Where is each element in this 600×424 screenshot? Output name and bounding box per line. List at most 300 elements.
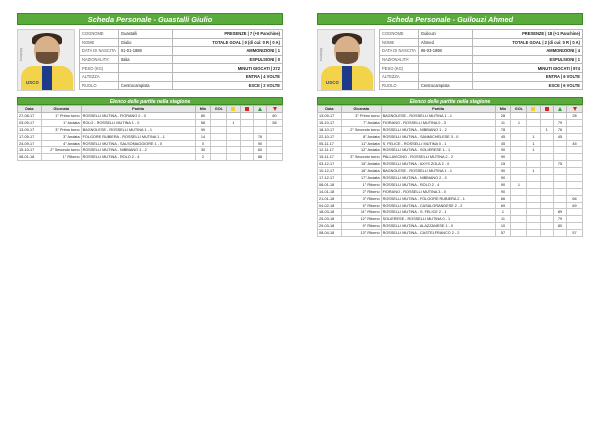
- info-value: [418, 72, 472, 81]
- table-cell: 14-01-18: [318, 188, 342, 195]
- table-cell: [527, 202, 540, 209]
- table-cell: [511, 154, 527, 161]
- table-row: [18, 119, 283, 126]
- table-cell: [511, 161, 527, 168]
- table-cell: FIORANO - ROSSELLI MUTINA 3 - 0: [381, 188, 495, 195]
- table-cell: BAGNOLESE - ROSSELLI MUTINA 1 - 1: [381, 168, 495, 175]
- red-card-icon: [240, 106, 253, 113]
- table-cell: 12° Ritorno: [341, 216, 381, 223]
- table-cell: [211, 126, 227, 133]
- table-cell: [553, 181, 566, 188]
- table-cell: [227, 154, 240, 161]
- table-cell: ROSSELLI MUTINA - NIBBIANO 1 - 2: [81, 147, 195, 154]
- table-cell: ROSSELLI MUTINA - CASTELFRANCO 2 - 2: [381, 230, 495, 237]
- table-row: [318, 216, 583, 223]
- table-cell: 10-12-17: [318, 168, 342, 175]
- table-cell: [527, 154, 540, 161]
- table-cell: 45: [495, 140, 511, 147]
- card-title: Scheda Personale - Guastalli Giulio: [17, 13, 283, 25]
- table-cell: 3° Primo turno: [41, 126, 81, 133]
- info-stat: ESCE | 2 VOLTE: [172, 81, 282, 90]
- table-cell: 24-09-17: [18, 140, 42, 147]
- table-cell: 11° Andata: [341, 140, 381, 147]
- table-cell: 66: [567, 195, 583, 202]
- table-cell: 10: [495, 223, 511, 230]
- info-row: [380, 55, 583, 64]
- table-cell: 1: [511, 181, 527, 188]
- table-cell: 3° Andata: [41, 133, 81, 140]
- table-cell: [567, 175, 583, 182]
- table-cell: 80: [553, 223, 566, 230]
- table-cell: [567, 161, 583, 168]
- table-cell: 76: [253, 133, 266, 140]
- table-cell: 15-10-17: [18, 147, 42, 154]
- table-cell: [211, 154, 227, 161]
- table-cell: [540, 154, 553, 161]
- table-cell: 1: [540, 126, 553, 133]
- table-cell: 05-11-17: [318, 140, 342, 147]
- table-cell: 90: [495, 168, 511, 175]
- table-cell: 75: [553, 161, 566, 168]
- table-row: [318, 223, 583, 230]
- table-cell: 11° Ritorno: [341, 209, 381, 216]
- table-cell: 1: [527, 133, 540, 140]
- table-cell: 17° Andata: [341, 175, 381, 182]
- table-cell: 4° Andata: [41, 140, 81, 147]
- column-header: Data: [18, 106, 42, 113]
- table-row: [318, 154, 583, 161]
- table-cell: 45: [495, 133, 511, 140]
- info-row: [80, 72, 283, 81]
- info-stat: ESCE | 6 VOLTE: [472, 81, 582, 90]
- table-cell: 18-10-17: [318, 126, 342, 133]
- table-cell: ROSSELLI MUTINA - SANMICHELESE 3 - 0: [381, 133, 495, 140]
- info-value: Italia: [118, 55, 172, 64]
- table-cell: [567, 133, 583, 140]
- table-cell: [540, 119, 553, 126]
- table-cell: 90: [495, 181, 511, 188]
- table-cell: [553, 195, 566, 202]
- table-cell: 89: [553, 209, 566, 216]
- table-cell: 15° Andata: [341, 161, 381, 168]
- table-cell: 66: [495, 195, 511, 202]
- table-cell: [553, 202, 566, 209]
- table-cell: [540, 188, 553, 195]
- info-row: [80, 30, 283, 39]
- table-cell: 90: [253, 140, 266, 147]
- table-cell: [527, 175, 540, 182]
- info-row: [380, 64, 583, 73]
- table-cell: [540, 195, 553, 202]
- photo-sponsor-text: USCO: [326, 80, 339, 85]
- table-cell: 79: [553, 216, 566, 223]
- table-cell: [540, 161, 553, 168]
- table-cell: [511, 202, 527, 209]
- player-info-table: [379, 29, 583, 90]
- table-cell: 12-11-17: [318, 147, 342, 154]
- table-cell: 79: [553, 119, 566, 126]
- table-cell: [267, 154, 283, 161]
- table-row: [318, 188, 583, 195]
- table-cell: 16° Andata: [341, 168, 381, 175]
- table-cell: ROSSELLI MUTINA - ROLO 2 - 4: [81, 154, 195, 161]
- games-subtitle: Elenco delle partite nella stagione: [317, 97, 583, 105]
- table-cell: [567, 168, 583, 175]
- table-cell: 58: [195, 119, 211, 126]
- table-row: [318, 230, 583, 237]
- info-row: [380, 72, 583, 81]
- table-cell: [253, 113, 266, 120]
- table-cell: 11: [495, 216, 511, 223]
- table-row: [318, 202, 583, 209]
- info-value: Giulio: [118, 38, 172, 47]
- info-value: [418, 55, 472, 64]
- table-cell: [253, 119, 266, 126]
- info-row: [80, 55, 283, 64]
- table-cell: [540, 147, 553, 154]
- info-stat: AMMONIZIONI | 1: [172, 47, 282, 56]
- table-cell: [540, 175, 553, 182]
- column-header: GOL: [511, 106, 527, 113]
- yellow-card-icon: [527, 106, 540, 113]
- sub-out-icon: [273, 107, 277, 111]
- table-cell: [553, 154, 566, 161]
- table-row: [318, 195, 583, 202]
- table-row: [18, 126, 283, 133]
- info-value: Centrocampista: [118, 81, 172, 90]
- table-row: [318, 140, 583, 147]
- table-cell: 13° Ritorno: [341, 230, 381, 237]
- table-cell: [553, 147, 566, 154]
- info-label: RUOLO: [380, 81, 419, 90]
- table-cell: [527, 195, 540, 202]
- table-cell: 88: [253, 154, 266, 161]
- table-cell: [567, 147, 583, 154]
- table-cell: [211, 113, 227, 120]
- table-cell: [527, 181, 540, 188]
- games-table: [17, 105, 283, 161]
- table-cell: [240, 113, 253, 120]
- info-stat: AMMONIZIONI | 4: [472, 47, 582, 56]
- column-header: Giornata: [341, 106, 381, 113]
- table-cell: ROSSELLI MUTINA - AXYS ZOLA 2 - 0: [381, 161, 495, 168]
- table-cell: [567, 223, 583, 230]
- table-cell: ROSSELLI MUTINA - CASALGRANDESE 2 - 2: [381, 202, 495, 209]
- table-cell: 15: [495, 161, 511, 168]
- table-cell: [527, 216, 540, 223]
- info-row: [380, 81, 583, 90]
- table-cell: 2° Secondo turno: [341, 126, 381, 133]
- sub-out-icon: [267, 106, 283, 113]
- table-cell: [540, 209, 553, 216]
- table-cell: 1: [495, 209, 511, 216]
- table-cell: 1: [527, 140, 540, 147]
- card-title: Scheda Personale - Guilouzi Ahmed: [317, 13, 583, 25]
- column-header: GOL: [211, 106, 227, 113]
- table-cell: 22-10-17: [318, 133, 342, 140]
- info-stat: TOTALE GOAL | 2 (di cui: 0 R | 0 A): [472, 38, 582, 47]
- table-cell: [553, 230, 566, 237]
- table-row: [18, 140, 283, 147]
- table-cell: 58: [267, 119, 283, 126]
- info-stat: ENTRA | 6 VOLTE: [472, 72, 582, 81]
- table-cell: 15-10-17: [318, 119, 342, 126]
- info-row: [380, 38, 583, 47]
- table-cell: 29-03-18: [318, 223, 342, 230]
- info-value: Ahmed: [418, 38, 472, 47]
- table-row: [318, 209, 583, 216]
- table-cell: ROSSELLI MUTINA - FIORANO 2 - 0: [81, 113, 195, 120]
- table-cell: ROSSELLI MUTINA - SALSOMAGGIORE 1 - 0: [81, 140, 195, 147]
- table-cell: 8° Andata: [341, 133, 381, 140]
- photo-watermark: Modena: [19, 48, 23, 61]
- table-cell: [540, 181, 553, 188]
- table-cell: 1: [527, 168, 540, 175]
- red-card-icon: [540, 106, 553, 113]
- info-label: DATA DI NASCITA: [80, 47, 119, 56]
- player-card: [17, 13, 283, 161]
- table-cell: 45: [553, 133, 566, 140]
- table-cell: [553, 113, 566, 120]
- table-row: [18, 133, 283, 140]
- table-cell: BAGNOLESE - ROSSELLI MUTINA 1 - 1: [81, 126, 195, 133]
- table-cell: [511, 188, 527, 195]
- info-stat: MINUTI GIOCATI | 974: [472, 64, 582, 73]
- sub-in-icon: [258, 107, 262, 111]
- photo-watermark: Modena: [319, 48, 323, 61]
- table-cell: [227, 133, 240, 140]
- table-row: [318, 126, 583, 133]
- table-cell: 11: [495, 119, 511, 126]
- table-cell: ROSSELLI MUTINA - NIBBIANO 1 - 2: [381, 126, 495, 133]
- table-cell: 90: [495, 175, 511, 182]
- yellow-card-icon: [227, 106, 240, 113]
- table-cell: 5° Ritorno: [341, 202, 381, 209]
- player-header: [317, 29, 583, 94]
- table-cell: FIORANO - ROSSELLI MUTINA 0 - 3: [381, 119, 495, 126]
- table-cell: 1° Andata: [41, 119, 81, 126]
- info-stat: ESPULSIONI | 1: [472, 55, 582, 64]
- table-cell: 12° Andata: [341, 147, 381, 154]
- table-cell: [553, 140, 566, 147]
- sub-in-icon: [558, 107, 562, 111]
- table-cell: SOLIERESE - ROSSELLI MUTINA 0 - 1: [381, 216, 495, 223]
- table-cell: 80: [267, 113, 283, 120]
- column-header: Min: [195, 106, 211, 113]
- info-stat: PRESENZE | 7 (+0 Panchine): [172, 30, 282, 39]
- table-cell: [267, 126, 283, 133]
- table-cell: ROSSELLI MUTINA - S. FELICE 2 - 1: [381, 209, 495, 216]
- table-row: [318, 175, 583, 182]
- info-label: NOME: [380, 38, 419, 47]
- table-row: [318, 181, 583, 188]
- table-cell: 69: [567, 202, 583, 209]
- table-cell: [511, 126, 527, 133]
- table-cell: [553, 168, 566, 175]
- table-cell: 1° Ritorno: [341, 181, 381, 188]
- table-cell: [540, 216, 553, 223]
- table-cell: [211, 133, 227, 140]
- info-stat: ENTRA | 4 VOLTE: [172, 72, 282, 81]
- table-cell: [227, 113, 240, 120]
- games-table: [317, 105, 583, 237]
- info-label: ALTEZZA: [380, 72, 419, 81]
- table-cell: [567, 154, 583, 161]
- table-cell: [527, 223, 540, 230]
- table-cell: 1° Ritorno: [41, 154, 81, 161]
- table-cell: [253, 126, 266, 133]
- table-cell: BAGNOLESE - ROSSELLI MUTINA 1 - 1: [381, 113, 495, 120]
- table-cell: S. FELICE - ROSSELLI MUTINA 0 - 1: [381, 140, 495, 147]
- column-header: Partita: [81, 106, 195, 113]
- table-cell: ROSSELLI MUTINA - ALAZZANESE 1 - 0: [381, 223, 495, 230]
- info-value: [418, 64, 472, 73]
- table-cell: FOLGORE RUBIERA - ROSSELLI MUTINA 1 - 1: [81, 133, 195, 140]
- table-cell: [540, 113, 553, 120]
- table-cell: 17-09-17: [18, 133, 42, 140]
- table-cell: 21-01-18: [318, 195, 342, 202]
- table-cell: 2: [195, 154, 211, 161]
- table-cell: 69: [495, 202, 511, 209]
- table-cell: 1: [527, 147, 540, 154]
- info-row: [80, 81, 283, 90]
- column-header: Min: [495, 106, 511, 113]
- table-cell: [527, 161, 540, 168]
- info-stat: ESPULSIONI | 0: [172, 55, 282, 64]
- table-cell: 08-01-18: [18, 154, 42, 161]
- table-row: [318, 168, 583, 175]
- yellow-card-icon: [531, 107, 535, 111]
- table-cell: [540, 140, 553, 147]
- table-cell: 04-02-18: [318, 202, 342, 209]
- red-card-icon: [545, 107, 549, 111]
- table-cell: 9° Ritorno: [341, 223, 381, 230]
- table-cell: [511, 195, 527, 202]
- info-label: NAZIONALITA': [380, 55, 419, 64]
- info-stat: TOTALE GOAL | 0 (di cui: 0 R | 0 A): [172, 38, 282, 47]
- table-cell: [527, 188, 540, 195]
- table-cell: ROSSELLI MUTINA - SOLIERESE 1 - 1: [381, 147, 495, 154]
- player-header: [17, 29, 283, 94]
- table-cell: 7° Andata: [341, 119, 381, 126]
- table-cell: [540, 168, 553, 175]
- table-cell: [553, 175, 566, 182]
- table-row: [18, 113, 283, 120]
- table-cell: 1° Primo turno: [41, 113, 81, 120]
- table-cell: 08-04-18: [318, 230, 342, 237]
- table-cell: [567, 119, 583, 126]
- photo-sponsor-text: USCO: [26, 80, 39, 85]
- info-row: [380, 47, 583, 56]
- info-label: PESO (KG): [380, 64, 419, 73]
- player-photo: [17, 29, 75, 91]
- info-label: NAZIONALITA': [80, 55, 119, 64]
- table-cell: 25-03-18: [318, 216, 342, 223]
- table-cell: [540, 133, 553, 140]
- table-cell: 60: [253, 147, 266, 154]
- table-cell: [267, 133, 283, 140]
- table-cell: [240, 140, 253, 147]
- table-row: [18, 147, 283, 154]
- table-cell: 0: [195, 140, 211, 147]
- table-cell: 90: [195, 126, 211, 133]
- table-cell: 90: [495, 147, 511, 154]
- player-card: [317, 13, 583, 237]
- table-cell: [567, 188, 583, 195]
- table-cell: 15-11-17: [318, 154, 342, 161]
- info-label: ALTEZZA: [80, 72, 119, 81]
- table-cell: [527, 230, 540, 237]
- info-row: [80, 47, 283, 56]
- table-row: [318, 113, 583, 120]
- table-cell: 13-09-17: [18, 126, 42, 133]
- table-cell: 76: [553, 126, 566, 133]
- table-cell: ROLO - ROSSELLI MUTINA 1 - 0: [81, 119, 195, 126]
- table-cell: 90: [495, 188, 511, 195]
- table-cell: 78: [495, 126, 511, 133]
- table-cell: [211, 119, 227, 126]
- table-cell: [511, 216, 527, 223]
- table-cell: [240, 133, 253, 140]
- table-cell: 14: [195, 133, 211, 140]
- table-cell: [540, 230, 553, 237]
- table-cell: [267, 140, 283, 147]
- table-cell: 1: [511, 119, 527, 126]
- sub-out-icon: [567, 106, 583, 113]
- column-header: Giornata: [41, 106, 81, 113]
- games-subtitle: Elenco delle partite nella stagione: [17, 97, 283, 105]
- table-row: [318, 161, 583, 168]
- info-label: DATA DI NASCITA: [380, 47, 419, 56]
- table-cell: [567, 216, 583, 223]
- table-cell: 08-01-18: [318, 181, 342, 188]
- info-value: Centrocampista: [418, 81, 472, 90]
- table-cell: 57: [567, 230, 583, 237]
- table-cell: [527, 119, 540, 126]
- info-label: COGNOME: [380, 30, 419, 39]
- table-cell: 28: [495, 113, 511, 120]
- table-cell: [567, 126, 583, 133]
- yellow-card-icon: [231, 107, 235, 111]
- table-cell: [527, 126, 540, 133]
- info-label: COGNOME: [80, 30, 119, 39]
- table-cell: ROSSELLI MUTINA - NIBBIANO 2 - 0: [381, 175, 495, 182]
- info-row: [80, 64, 283, 73]
- table-cell: [567, 181, 583, 188]
- info-label: NOME: [80, 38, 119, 47]
- table-cell: 2° Ritorno: [341, 188, 381, 195]
- table-cell: ROSSELLI MUTINA - FOLGORE RUBIERA 2 - 1: [381, 195, 495, 202]
- table-cell: [540, 223, 553, 230]
- table-cell: 1: [227, 119, 240, 126]
- table-cell: 3° Ritorno: [341, 195, 381, 202]
- table-cell: [240, 126, 253, 133]
- table-row: [318, 147, 583, 154]
- table-cell: 03-09-17: [18, 119, 42, 126]
- table-cell: [511, 223, 527, 230]
- info-label: PESO (KG): [80, 64, 119, 73]
- info-row: [80, 38, 283, 47]
- table-cell: [211, 147, 227, 154]
- table-row: [18, 154, 283, 161]
- table-cell: [553, 188, 566, 195]
- info-value: Guastalli: [118, 30, 172, 39]
- table-cell: 30: [195, 147, 211, 154]
- table-cell: [511, 140, 527, 147]
- table-cell: [227, 140, 240, 147]
- table-cell: 28: [567, 113, 583, 120]
- player-photo: [317, 29, 375, 91]
